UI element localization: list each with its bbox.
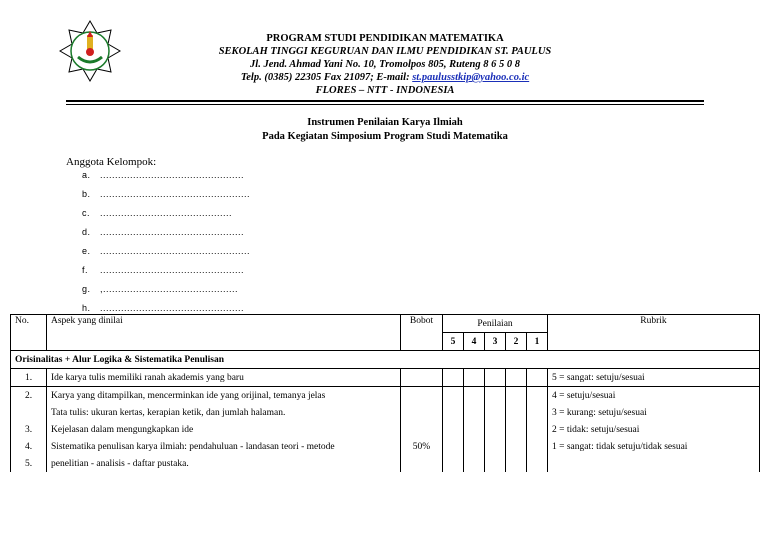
- institution-logo: [58, 19, 122, 83]
- header-phone: Telp. (0385) 22305 Fax 21097; E-mail:: [240, 72, 413, 83]
- score-cell[interactable]: [506, 369, 527, 387]
- header-contact: [200, 71, 570, 84]
- row-no: 5.: [11, 455, 47, 472]
- score-cell[interactable]: [485, 369, 506, 387]
- member-name-blank: ..................................................: [100, 189, 251, 199]
- header-aspek: Aspek yang dinilai: [47, 315, 401, 351]
- member-name-blank: ................................................: [100, 303, 245, 313]
- score-cell[interactable]: [506, 387, 527, 405]
- score-cell[interactable]: [485, 455, 506, 472]
- table-row: [11, 455, 760, 472]
- score-4: 4: [464, 333, 485, 351]
- member-name-blank: ............................................: [100, 208, 233, 218]
- score-cell[interactable]: [443, 404, 464, 421]
- header-penilaian: Penilaian: [443, 315, 548, 333]
- table-row: [11, 404, 760, 421]
- header-rule: [66, 100, 704, 102]
- header-bobot: Bobot: [401, 315, 443, 351]
- section-title: Orisinalitas + Alur Logika & Sistematika Penulisan: [11, 351, 760, 369]
- row-no: 1.: [11, 369, 47, 387]
- row-aspek: Tata tulis: ukuran kertas, kerapian ketik, dan jumlah halaman.: [47, 404, 401, 421]
- member-item: [82, 265, 244, 275]
- score-cell[interactable]: [527, 438, 548, 455]
- member-item: [82, 170, 244, 180]
- score-table: [10, 314, 760, 472]
- row-aspek: Karya yang ditampilkan, mencerminkan ide yang orijinal, temanya jelas: [47, 387, 401, 405]
- row-aspek: Kejelasan dalam mengungkapkan ide: [47, 421, 401, 438]
- member-name-blank: ..................................................: [100, 246, 251, 256]
- row-bobot: [401, 369, 443, 387]
- score-cell[interactable]: [464, 455, 485, 472]
- member-name-blank: ,.............................................: [100, 284, 239, 294]
- header-no: No.: [11, 315, 47, 351]
- row-bobot: [401, 421, 443, 438]
- member-item: [82, 303, 244, 313]
- score-cell[interactable]: [527, 421, 548, 438]
- member-letter: b.: [82, 189, 91, 199]
- row-rubrik: 1 = sangat: tidak setuju/tidak sesuai: [548, 438, 760, 455]
- member-letter: f.: [82, 265, 89, 275]
- score-cell[interactable]: [443, 438, 464, 455]
- score-cell[interactable]: [464, 404, 485, 421]
- member-item: [82, 208, 232, 218]
- row-aspek: Ide karya tulis memiliki ranah akademis yang baru: [47, 369, 401, 387]
- row-rubrik: [548, 455, 760, 472]
- members-label: Anggota Kelompok:: [66, 156, 157, 168]
- member-item: [82, 227, 244, 237]
- score-cell[interactable]: [485, 387, 506, 405]
- score-1: 1: [527, 333, 548, 351]
- table-row: [11, 421, 760, 438]
- score-cell[interactable]: [464, 438, 485, 455]
- row-no: 3.: [11, 421, 47, 438]
- score-cell[interactable]: [485, 438, 506, 455]
- score-2: 2: [506, 333, 527, 351]
- doc-title: Instrumen Penilaian Karya Ilmiah: [307, 117, 463, 128]
- email-link[interactable]: st.paulusstkip@yahoo.co.ic: [412, 72, 530, 83]
- score-cell[interactable]: [506, 404, 527, 421]
- score-cell[interactable]: [527, 387, 548, 405]
- row-bobot: [401, 387, 443, 405]
- score-cell[interactable]: [443, 369, 464, 387]
- score-cell[interactable]: [443, 387, 464, 405]
- member-name-blank: ................................................: [100, 265, 245, 275]
- member-name-blank: ................................................: [100, 227, 245, 237]
- member-letter: d.: [82, 227, 91, 237]
- member-item: [82, 189, 250, 199]
- score-cell[interactable]: [464, 387, 485, 405]
- member-name-blank: ................................................: [100, 170, 245, 180]
- score-cell[interactable]: [443, 455, 464, 472]
- score-5: 5: [443, 333, 464, 351]
- score-cell[interactable]: [527, 404, 548, 421]
- member-letter: a.: [82, 170, 91, 180]
- section-row: [11, 351, 760, 369]
- header-location: FLORES – NTT - INDONESIA: [315, 85, 455, 96]
- table-header-row: [11, 315, 760, 333]
- header-program: PROGRAM STUDI PENDIDIKAN MATEMATIKA: [266, 33, 504, 44]
- row-no: 4.: [11, 438, 47, 455]
- row-no: 2.: [11, 387, 47, 405]
- score-cell[interactable]: [527, 369, 548, 387]
- score-cell[interactable]: [443, 421, 464, 438]
- row-rubrik: 4 = setuju/sesuai: [548, 387, 760, 405]
- score-3: 3: [485, 333, 506, 351]
- table-row: [11, 438, 760, 455]
- member-letter: c.: [82, 208, 91, 218]
- table-row: [11, 387, 760, 405]
- table-row: [11, 369, 760, 387]
- score-cell[interactable]: [464, 369, 485, 387]
- header-school: SEKOLAH TINGGI KEGURUAN DAN ILMU PENDIDIKAN ST. PAULUS: [218, 46, 552, 57]
- row-aspek: penelitian - analisis - daftar pustaka.: [47, 455, 401, 472]
- member-letter: e.: [82, 246, 91, 256]
- score-cell[interactable]: [506, 421, 527, 438]
- score-cell[interactable]: [485, 404, 506, 421]
- doc-subtitle: Pada Kegiatan Simposium Program Studi Matematika: [262, 131, 508, 142]
- member-item: [82, 284, 238, 294]
- member-letter: g.: [82, 284, 91, 294]
- row-aspek: Sistematika penulisan karya ilmiah: pendahuluan - landasan teori - metode: [47, 438, 401, 455]
- row-no: [11, 404, 47, 421]
- row-rubrik: 2 = tidak: setuju/sesuai: [548, 421, 760, 438]
- row-bobot: [401, 404, 443, 421]
- member-letter: h.: [82, 303, 91, 313]
- row-rubrik: 3 = kurang: setuju/sesuai: [548, 404, 760, 421]
- header-rule-thin: [66, 104, 704, 105]
- score-cell[interactable]: [464, 421, 485, 438]
- row-rubrik: 5 = sangat: setuju/sesuai: [548, 369, 760, 387]
- score-cell[interactable]: [506, 455, 527, 472]
- score-cell[interactable]: [527, 455, 548, 472]
- header-rubrik: Rubrik: [548, 315, 760, 351]
- member-item: [82, 246, 250, 256]
- row-bobot: 50%: [401, 438, 443, 455]
- score-cell[interactable]: [506, 438, 527, 455]
- row-bobot: [401, 455, 443, 472]
- score-cell[interactable]: [485, 421, 506, 438]
- header-address: Jl. Jend. Ahmad Yani No. 10, Tromolpos 805, Ruteng 8 6 5 0 8: [250, 59, 520, 70]
